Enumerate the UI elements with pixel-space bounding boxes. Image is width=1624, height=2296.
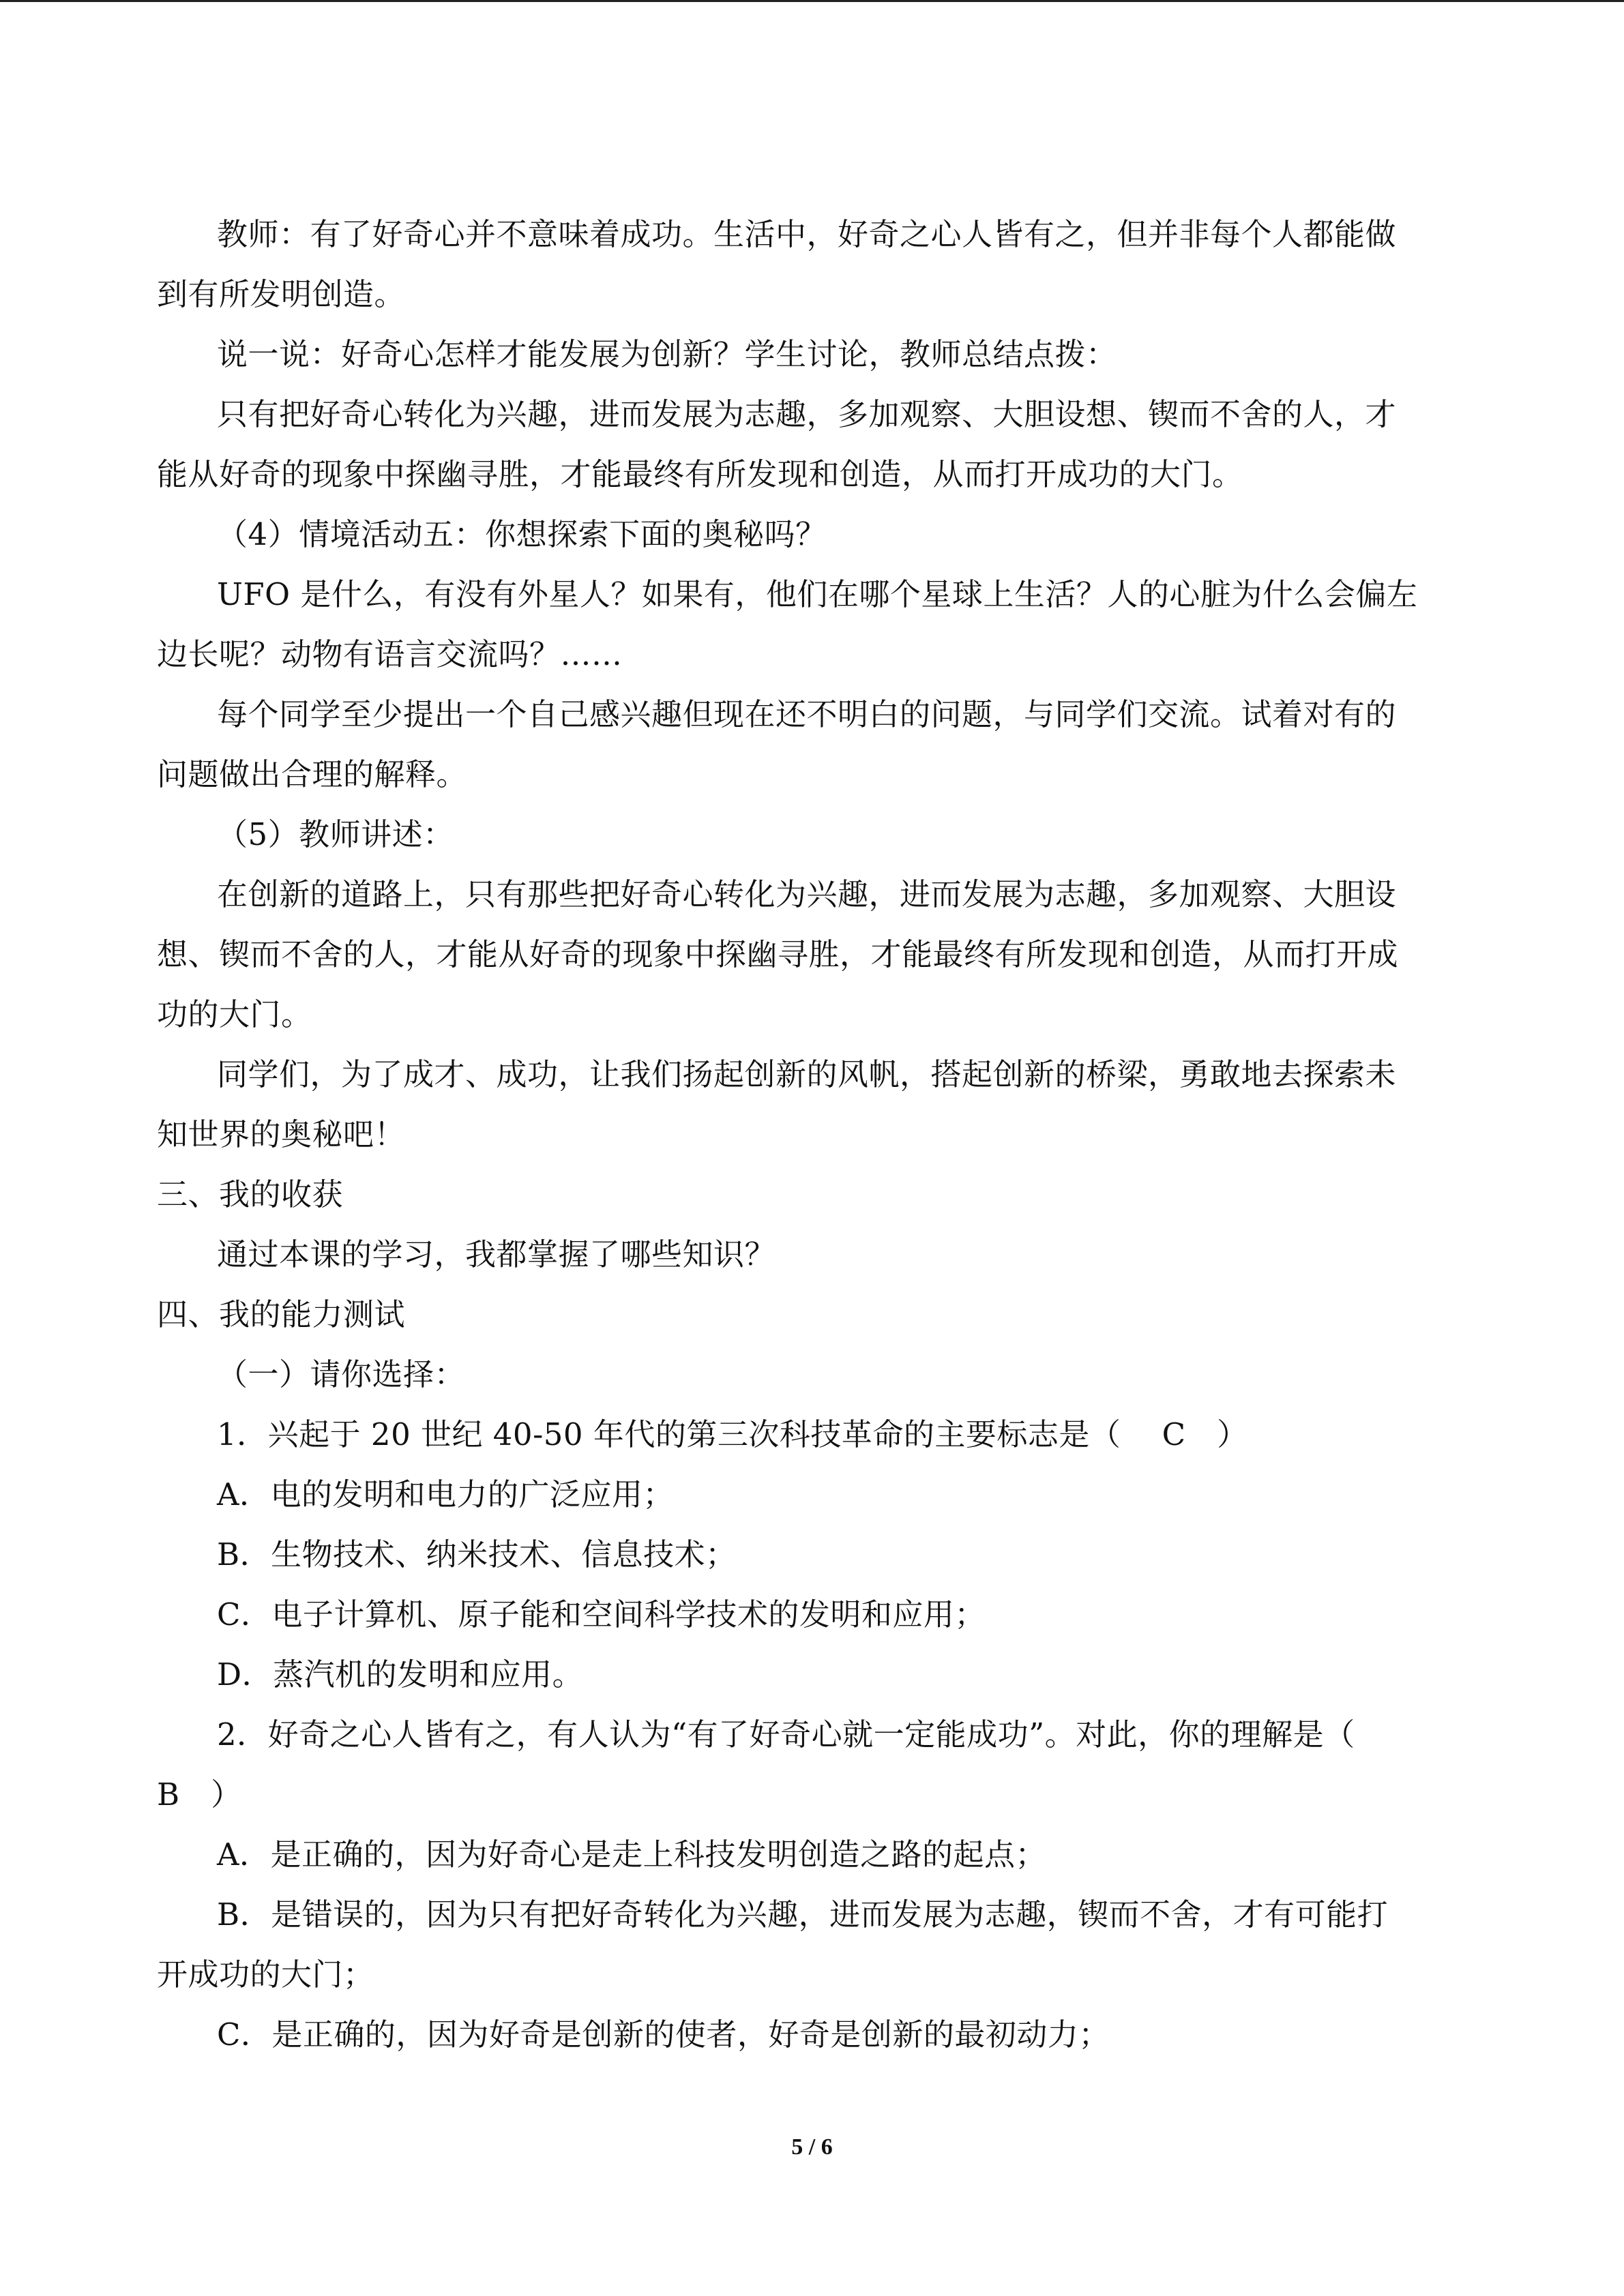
text-line: C．是正确的，因为好奇是创新的使者，好奇是创新的最初动力； [217,2016,1110,2053]
text-line: 同学们，为了成才、成功，让我们扬起创新的风帆，搭起创新的桥梁，勇敢地去探索未 [217,1056,1397,1092]
text-line: 在创新的道路上，只有那些把好奇心转化为兴趣，进而发展为志趣，多加观察、大胆设 [217,876,1397,912]
text-line: 边长呢？动物有语言交流吗？…… [157,636,623,672]
text-line: （一）请你选择： [217,1356,466,1392]
text-line: 只有把好奇心转化为兴趣，进而发展为志趣，多加观察、大胆设想、锲而不舍的人，才 [217,396,1397,432]
page-number: 5 / 6 [791,2134,833,2160]
text-line: 知世界的奥秘吧！ [157,1116,406,1152]
text-line: 通过本课的学习，我都掌握了哪些知识？ [217,1236,776,1272]
text-line: 问题做出合理的解释。 [157,756,468,792]
text-line: D．蒸汽机的发明和应用。 [217,1656,584,1693]
text-line: 1．兴起于 20 世纪 40-50 年代的第三次科技革命的主要标志是（ C ） [217,1416,1248,1452]
text-line: B ） [157,1776,242,1813]
text-line: B．生物技术、纳米技术、信息技术； [217,1536,737,1572]
text-line: 开成功的大门； [157,1956,374,1993]
text-line: （4）情境活动五：你想探索下面的奥秘吗？ [217,516,827,552]
text-line: A．是正确的，因为好奇心是走上科技发明创造之路的起点； [217,1836,1046,1873]
text-line: 想、锲而不舍的人，才能从好奇的现象中探幽寻胜，才能最终有所发现和创造，从而打开成 [157,936,1399,972]
text-line: （5）教师讲述： [217,816,454,852]
text-line: 到有所发明创造。 [157,276,406,312]
text-line: UFO 是什么，有没有外星人？如果有，他们在哪个星球上生活？人的心脏为什么会偏左 [217,576,1418,612]
text-line: 每个同学至少提出一个自己感兴趣但现在还不明白的问题，与同学们交流。试着对有的 [217,696,1397,732]
text-line: 能从好奇的现象中探幽寻胜，才能最终有所发现和创造，从而打开成功的大门。 [157,456,1243,492]
text-line: 三、我的收获 [157,1176,344,1212]
text-line: C．电子计算机、原子能和空间科学技术的发明和应用； [217,1596,986,1632]
text-line: 说一说：好奇心怎样才能发展为创新？学生讨论，教师总结点拨： [217,336,1117,372]
text-line: A．电的发明和电力的广泛应用； [217,1476,674,1512]
text-line: 2．好奇之心人皆有之，有人认为“有了好奇心就一定能成功”。对此，你的理解是（ [217,1716,1355,1753]
document-body [157,205,1466,2065]
text-line: 功的大门。 [157,996,312,1032]
text-line: 教师：有了好奇心并不意味着成功。生活中，好奇之心人皆有之，但并非每个人都能做 [217,216,1397,252]
text-line: B．是错误的，因为只有把好奇转化为兴趣，进而发展为志趣，锲而不舍，才有可能打 [217,1896,1389,1933]
top-border-rule [0,0,1624,2]
text-line: 四、我的能力测试 [157,1296,406,1332]
